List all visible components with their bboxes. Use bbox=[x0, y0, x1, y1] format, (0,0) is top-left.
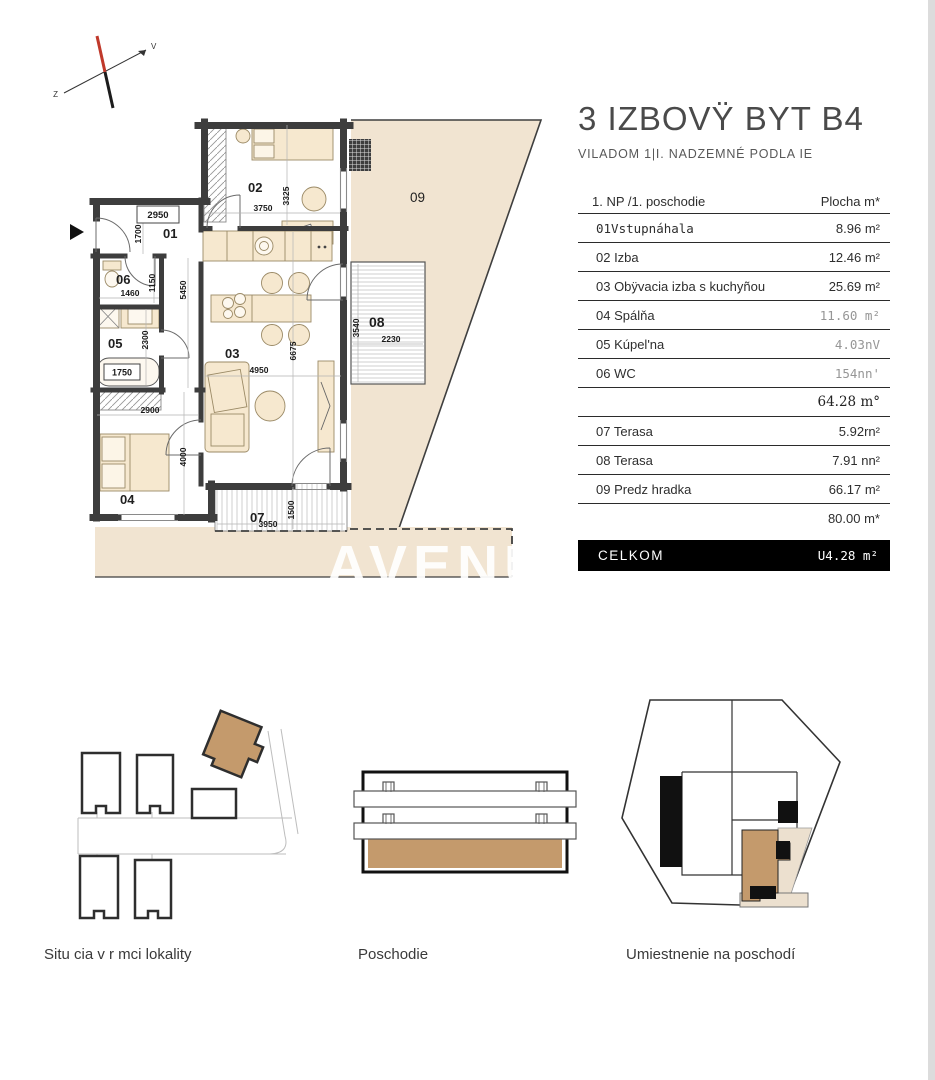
dining-chair bbox=[289, 273, 310, 294]
page-subtitle: VILADOM 1|I. NADZEMNÉ PODLA IE bbox=[578, 147, 813, 161]
table-header-right: Plocha m* bbox=[820, 193, 880, 209]
rug bbox=[255, 391, 285, 421]
compass-icon bbox=[53, 36, 157, 108]
site-plan bbox=[78, 711, 298, 918]
dim-terrace8-height: 3540 bbox=[351, 318, 361, 338]
table-row bbox=[578, 446, 890, 475]
site-building bbox=[80, 856, 118, 918]
dim-hall-width: 2950 bbox=[147, 210, 169, 221]
dim-wc-depth: 1150 bbox=[147, 273, 157, 293]
dim-hall-depth: 1700 bbox=[133, 224, 143, 244]
table-row bbox=[578, 330, 890, 359]
row-label: 01Vstupnáhala bbox=[596, 220, 694, 236]
row-value: 12.46 m² bbox=[828, 249, 880, 265]
table-row bbox=[578, 417, 890, 446]
toilet bbox=[103, 261, 121, 270]
row-value: 66.17 m² bbox=[828, 481, 880, 497]
compass-west-label: Z bbox=[53, 90, 58, 99]
row-value: 7.91 nn² bbox=[832, 452, 880, 468]
row-label: 09 Predz hradka bbox=[596, 481, 692, 497]
row-value: 5.92rn² bbox=[838, 423, 880, 439]
caption-site-plan: Situ cia v r mci lokality bbox=[44, 946, 192, 963]
table-row bbox=[578, 475, 890, 504]
highlighted-floor bbox=[368, 839, 562, 868]
room-label-04: 04 bbox=[120, 492, 135, 507]
row-label: 08 Terasa bbox=[596, 452, 653, 468]
page-title: 3 IZBOVŸ BYT B4 bbox=[578, 100, 864, 137]
table-subtotal-row bbox=[578, 504, 890, 532]
site-building bbox=[137, 755, 173, 813]
row-label: 05 Kúpel'na bbox=[596, 336, 665, 352]
dim-bath-height: 2300 bbox=[140, 330, 150, 350]
site-building bbox=[82, 753, 120, 813]
info-panel bbox=[578, 100, 890, 571]
row-value: 64.28 m° bbox=[817, 394, 880, 410]
beige-terrace-area bbox=[778, 828, 812, 897]
row-label: 07 Terasa bbox=[596, 423, 653, 439]
row-value: 80.00 m* bbox=[827, 510, 880, 526]
room-label-06: 06 bbox=[116, 272, 131, 287]
entrance-arrow-icon bbox=[70, 224, 84, 240]
row-value: 8.96 m² bbox=[835, 220, 880, 236]
dim-hall-height: 5450 bbox=[178, 280, 188, 300]
caption-floor: Poschodie bbox=[358, 946, 429, 963]
row-value: 154nn' bbox=[834, 365, 880, 381]
room-label-05: 05 bbox=[108, 336, 123, 351]
room-label-07: 07 bbox=[250, 510, 265, 525]
table-subtotal-row bbox=[578, 388, 890, 417]
floor-slab bbox=[354, 823, 576, 839]
total-bar bbox=[578, 540, 890, 571]
dim-terrace7-height: 1500 bbox=[286, 500, 296, 520]
dim-terrace7-width: 3950 bbox=[258, 519, 278, 529]
row-label: 03 Obÿvacia izba s kuchyñou bbox=[596, 278, 766, 294]
table-row bbox=[578, 214, 890, 243]
room-label-01: 01 bbox=[163, 226, 178, 241]
shaft bbox=[349, 139, 371, 171]
floor-slab bbox=[354, 791, 576, 807]
dining-chair bbox=[262, 325, 283, 346]
site-building bbox=[135, 860, 171, 918]
dim-room2-height: 3325 bbox=[281, 186, 291, 206]
table-header-left: 1. NP /1. poschodie bbox=[592, 193, 706, 209]
dim-room2-width: 3750 bbox=[253, 203, 273, 213]
site-building-highlighted bbox=[200, 711, 269, 781]
dim-bedroom-height: 4000 bbox=[178, 447, 188, 467]
table-header bbox=[578, 189, 890, 214]
total-value: U4.28 m² bbox=[817, 548, 878, 563]
total-label: CELKOM bbox=[598, 548, 665, 563]
terrace-08 bbox=[351, 262, 425, 384]
area-table bbox=[578, 189, 890, 571]
site-building-small bbox=[192, 789, 236, 818]
floor-position-plan bbox=[622, 700, 840, 907]
table-row bbox=[578, 272, 890, 301]
dim-tub-length: 1750 bbox=[111, 367, 133, 378]
room-label-08: 08 bbox=[369, 314, 385, 330]
armchair-02 bbox=[302, 187, 326, 211]
row-value: 11.60 m² bbox=[819, 307, 880, 323]
table-row bbox=[578, 301, 890, 330]
row-label: 06 WC bbox=[596, 365, 636, 381]
row-value: 25.69 m² bbox=[828, 278, 880, 294]
page-edge-strip bbox=[928, 0, 935, 1080]
row-value: 4.03nV bbox=[834, 336, 880, 352]
watermark: AVENU bbox=[326, 534, 552, 598]
room-label-02: 02 bbox=[248, 180, 263, 195]
dim-living-width: 4950 bbox=[249, 365, 269, 375]
room-label-03: 03 bbox=[225, 346, 240, 361]
black-core bbox=[660, 776, 682, 867]
table-row bbox=[578, 243, 890, 272]
dining-chair bbox=[262, 273, 283, 294]
row-label: 02 Izba bbox=[596, 249, 639, 265]
room-label-09: 09 bbox=[410, 190, 426, 205]
compass-east-label: V bbox=[151, 42, 157, 51]
dim-wc-width: 1460 bbox=[120, 288, 140, 298]
row-label: 04 Spálňa bbox=[596, 307, 655, 323]
floor-elevation bbox=[354, 772, 576, 872]
dim-living-height: 6675 bbox=[288, 341, 298, 361]
dim-bedroom-width: 2900 bbox=[140, 405, 160, 415]
table-row bbox=[578, 359, 890, 388]
dim-terrace8-width: 2230 bbox=[381, 334, 401, 344]
tv-unit bbox=[318, 361, 334, 452]
caption-position: Umiestnenie na poschodí bbox=[626, 946, 796, 963]
